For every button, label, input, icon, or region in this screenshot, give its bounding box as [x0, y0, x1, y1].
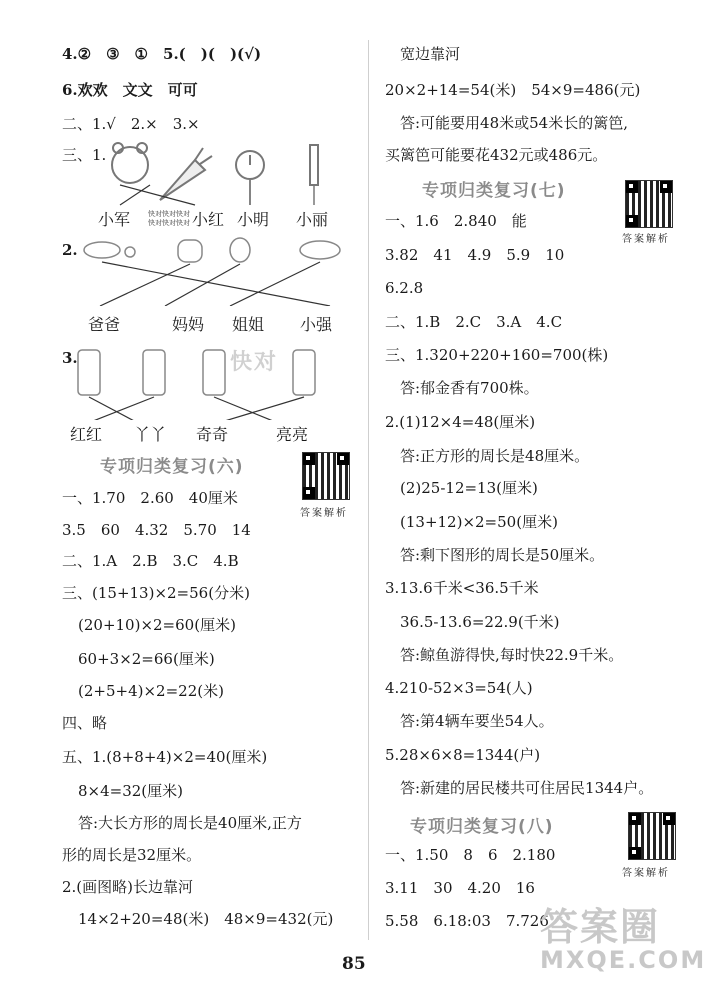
answer-line: 一、1.50 8 6 2.180	[385, 846, 556, 864]
answer-line: (13+12)×2=50(厘米)	[400, 513, 558, 531]
answer-line: 4.210-52×3=54(人)	[385, 679, 533, 697]
watermark-center: 快对	[230, 350, 279, 375]
answer-line: 答:鲸鱼游得快,每时快22.9千米。	[400, 646, 624, 664]
answer-line: 二、1.A 2.B 3.C 4.B	[62, 552, 239, 570]
answer-line: 答:剩下图形的周长是50厘米。	[400, 546, 605, 564]
answer-line: 宽边靠河	[400, 45, 461, 63]
section-title: 专项归类复习(八)	[410, 817, 554, 837]
answer-line: 2.(1)12×4=48(厘米)	[385, 413, 536, 431]
watermark-small-text: 快对快对快对 快对快对快对	[148, 210, 190, 227]
answer-line: 3.13.6千米<36.5千米	[385, 579, 539, 597]
figure-label: 姐姐	[232, 315, 265, 334]
question-number: 3.	[62, 349, 78, 367]
figure-label: 爸爸	[88, 315, 121, 334]
figure-label: 小丽	[296, 210, 329, 229]
section-title: 专项归类复习(七)	[422, 181, 566, 201]
answer-line: 36.5-13.6=22.9(千米)	[400, 613, 560, 631]
figure-label: 红红	[70, 425, 103, 444]
qr-caption: 答案解析	[300, 508, 348, 519]
figure-label: 小红	[192, 210, 225, 229]
answer-line: 形的周长是32厘米。	[62, 846, 202, 864]
figure-label: 奇奇	[196, 425, 229, 444]
figure-label: 小强	[300, 315, 333, 334]
watermark-logo: 答案圈	[540, 905, 661, 949]
answer-line: 3.82 41 4.9 5.9 10	[385, 246, 565, 264]
answer-line: 三、1.	[62, 146, 107, 164]
figure-label: 妈妈	[172, 315, 205, 334]
qr-caption: 答案解析	[622, 868, 670, 879]
answer-line: 6.2.8	[385, 279, 424, 297]
answer-line: 4.② ③ ① 5.( )( )(√)	[62, 45, 262, 63]
answer-line: 5.58 6.18:03 7.726	[385, 912, 549, 930]
answer-line: 买篱笆可能要花432元或486元。	[385, 146, 608, 164]
answer-line: 6.欢欢 文文 可可	[62, 81, 198, 99]
answer-line: 一、1.6 2.840 能	[385, 212, 527, 230]
answer-line: 五、1.(8+8+4)×2=40(厘米)	[62, 748, 268, 766]
answer-line: 答:郁金香有700株。	[400, 379, 539, 397]
answer-line: 四、略	[62, 714, 108, 732]
answer-line: 8×4=32(厘米)	[78, 782, 184, 800]
answer-line: 三、(15+13)×2=56(分米)	[62, 584, 250, 602]
answer-line: 三、1.320+220+160=700(株)	[385, 346, 609, 364]
answer-line: 答:大长方形的周长是40厘米,正方	[78, 814, 302, 832]
answer-line: (2+5+4)×2=22(米)	[78, 682, 224, 700]
answer-line: (2)25-12=13(厘米)	[400, 479, 538, 497]
answer-line: 60+3×2=66(厘米)	[78, 650, 215, 668]
answer-line: 答:第4辆车要坐54人。	[400, 712, 554, 730]
figure-label: 亮亮	[276, 425, 309, 444]
answer-line: 二、1.√ 2.× 3.×	[62, 115, 200, 133]
section-title: 专项归类复习(六)	[100, 457, 244, 477]
figure-label: 小军	[98, 210, 131, 229]
figure-label: 丫丫	[134, 425, 167, 444]
figure-label: 小明	[237, 210, 270, 229]
answer-line: 答:新建的居民楼共可住居民1344户。	[400, 779, 654, 797]
page-number: 85	[342, 954, 366, 974]
answer-line: (20+10)×2=60(厘米)	[78, 616, 236, 634]
answer-line: 5.28×6×8=1344(户)	[385, 746, 541, 764]
qr-code[interactable]	[302, 452, 350, 500]
answer-line: 2.(画图略)长边靠河	[62, 878, 194, 896]
answer-line: 答:正方形的周长是48厘米。	[400, 447, 590, 465]
answer-line: 3.5 60 4.32 5.70 14	[62, 521, 251, 539]
answer-line: 20×2+14=54(米) 54×9=486(元)	[385, 81, 641, 99]
qr-code[interactable]	[628, 812, 676, 860]
answer-line: 一、1.70 2.60 40厘米	[62, 489, 238, 507]
answer-line: 二、1.B 2.C 3.A 4.C	[385, 313, 563, 331]
animals-matching-illustration	[80, 236, 360, 306]
watermark-url: MXQE.COM	[540, 946, 707, 974]
column-divider	[368, 40, 369, 940]
qr-caption: 答案解析	[622, 234, 670, 245]
answer-line: 答:可能要用48米或54米长的篱笆,	[400, 114, 628, 132]
clock-carrot-illustration	[100, 140, 360, 210]
question-number: 2.	[62, 241, 78, 259]
answer-line: 3.11 30 4.20 16	[385, 879, 535, 897]
qr-code[interactable]	[625, 180, 673, 228]
kettles-matching-illustration	[68, 345, 348, 420]
answer-line: 14×2+20=48(米) 48×9=432(元)	[78, 910, 334, 928]
